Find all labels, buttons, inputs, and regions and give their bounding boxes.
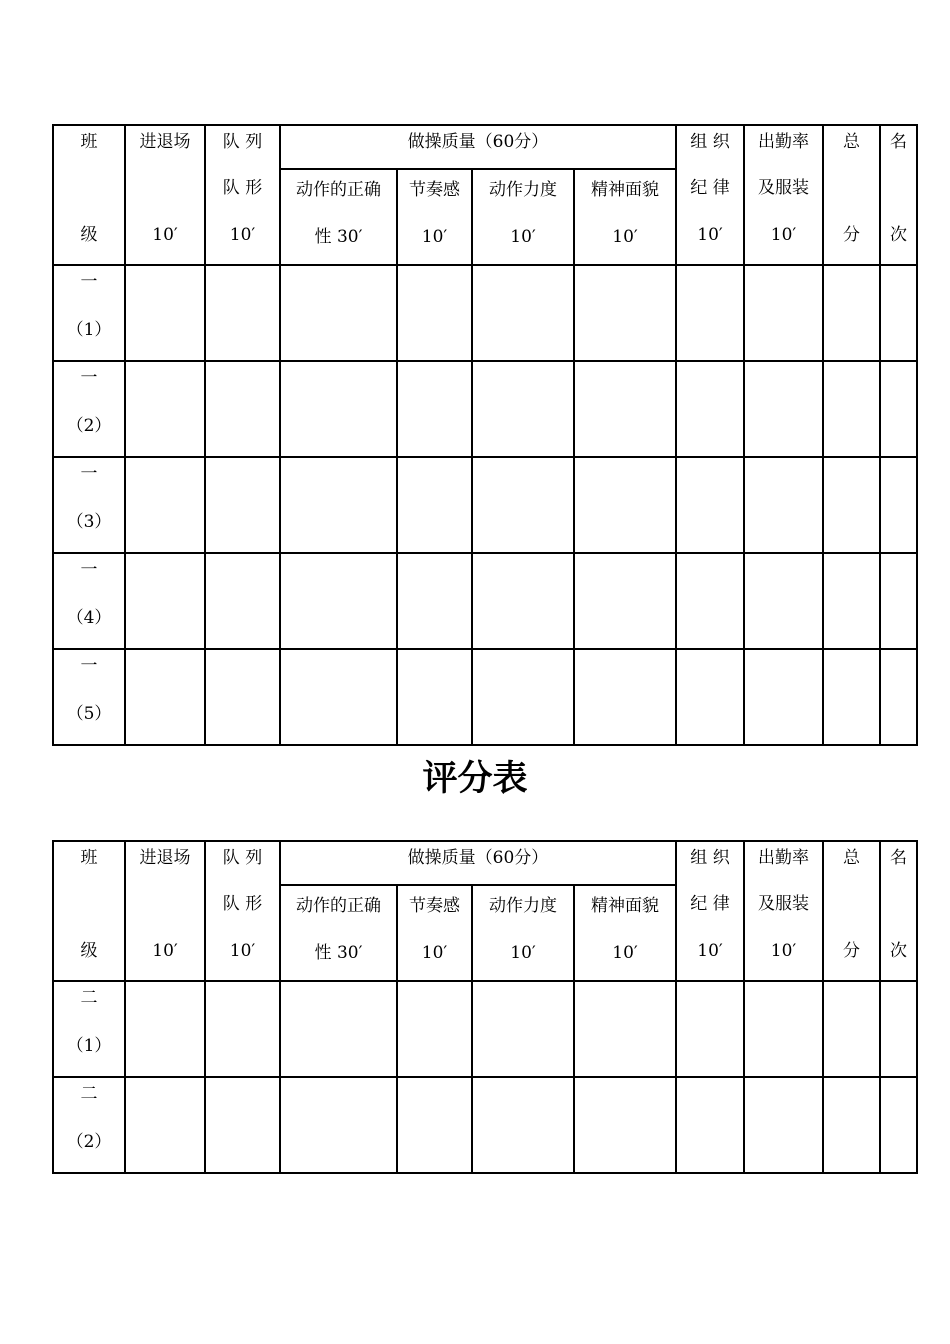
score-cell[interactable] — [205, 361, 280, 457]
table-row — [53, 265, 917, 361]
score-cell[interactable] — [744, 649, 823, 745]
score-cell[interactable] — [472, 1077, 574, 1173]
header-row-top — [53, 125, 917, 169]
score-cell[interactable] — [397, 981, 472, 1077]
score-cell[interactable] — [823, 361, 880, 457]
header-chuqin: 出勤率 及服装 10′ — [744, 841, 823, 981]
score-cell[interactable] — [744, 981, 823, 1077]
header-zuzhi: 组 织 纪 律 10′ — [676, 841, 744, 981]
score-cell[interactable] — [125, 361, 205, 457]
page-title: 评分表 — [422, 758, 528, 799]
score-cell[interactable] — [676, 1077, 744, 1173]
score-table-grade-1 — [52, 124, 918, 746]
score-cell[interactable] — [125, 1077, 205, 1173]
table-row — [53, 361, 917, 457]
header-jiezougan: 节奏感 10′ — [397, 169, 472, 265]
score-cell[interactable] — [125, 981, 205, 1077]
table-row — [53, 649, 917, 745]
header-zongfen: 总 分 — [823, 125, 880, 265]
score-cell[interactable] — [823, 457, 880, 553]
score-table-grade-2 — [52, 840, 918, 1174]
score-cell[interactable] — [823, 1077, 880, 1173]
score-cell[interactable] — [880, 265, 917, 361]
class-label: 一 （5） — [53, 649, 125, 745]
header-chuqin: 出勤率 及服装 10′ — [744, 125, 823, 265]
score-cell[interactable] — [823, 265, 880, 361]
score-cell[interactable] — [472, 361, 574, 457]
score-cell[interactable] — [744, 265, 823, 361]
score-cell[interactable] — [574, 649, 676, 745]
score-cell[interactable] — [574, 553, 676, 649]
header-dongzuo-lidu: 动作力度 10′ — [472, 885, 574, 981]
score-cell[interactable] — [880, 457, 917, 553]
score-cell[interactable] — [472, 981, 574, 1077]
score-cell[interactable] — [472, 553, 574, 649]
table-row — [53, 553, 917, 649]
header-row-top — [53, 841, 917, 885]
header-banji: 班 级 — [53, 841, 125, 981]
score-cell[interactable] — [125, 553, 205, 649]
score-cell[interactable] — [397, 1077, 472, 1173]
header-zuocao: 做操质量（60分） — [280, 841, 676, 885]
class-label: 一 （3） — [53, 457, 125, 553]
score-cell[interactable] — [280, 649, 397, 745]
score-cell[interactable] — [280, 1077, 397, 1173]
score-cell[interactable] — [676, 553, 744, 649]
score-cell[interactable] — [574, 1077, 676, 1173]
score-cell[interactable] — [676, 649, 744, 745]
score-cell[interactable] — [205, 553, 280, 649]
score-cell[interactable] — [125, 265, 205, 361]
score-cell[interactable] — [880, 649, 917, 745]
score-cell[interactable] — [472, 649, 574, 745]
score-cell[interactable] — [280, 457, 397, 553]
score-cell[interactable] — [280, 361, 397, 457]
header-jintuichang: 进退场 10′ — [125, 841, 205, 981]
score-cell[interactable] — [205, 457, 280, 553]
score-cell[interactable] — [397, 361, 472, 457]
header-dongzuo-zhengque: 动作的正确 性 30′ — [280, 885, 397, 981]
score-cell[interactable] — [574, 457, 676, 553]
header-duilie: 队 列 队 形 10′ — [205, 841, 280, 981]
score-cell[interactable] — [472, 457, 574, 553]
score-cell[interactable] — [823, 981, 880, 1077]
score-cell[interactable] — [744, 553, 823, 649]
score-cell[interactable] — [744, 1077, 823, 1173]
score-cell[interactable] — [880, 1077, 917, 1173]
score-cell[interactable] — [397, 265, 472, 361]
header-zongfen: 总 分 — [823, 841, 880, 981]
score-cell[interactable] — [125, 457, 205, 553]
header-dongzuo-zhengque: 动作的正确 性 30′ — [280, 169, 397, 265]
class-label: 二 （2） — [53, 1077, 125, 1173]
score-cell[interactable] — [676, 981, 744, 1077]
score-cell[interactable] — [823, 649, 880, 745]
table-row — [53, 1077, 917, 1173]
table-row — [53, 457, 917, 553]
score-cell[interactable] — [280, 981, 397, 1077]
score-cell[interactable] — [205, 265, 280, 361]
score-cell[interactable] — [472, 265, 574, 361]
score-cell[interactable] — [205, 1077, 280, 1173]
header-dongzuo-lidu: 动作力度 10′ — [472, 169, 574, 265]
score-cell[interactable] — [574, 361, 676, 457]
header-jintuichang: 进退场 10′ — [125, 125, 205, 265]
header-mingci: 名 次 — [880, 841, 917, 981]
header-zuzhi: 组 织 纪 律 10′ — [676, 125, 744, 265]
score-cell[interactable] — [676, 457, 744, 553]
score-cell[interactable] — [880, 553, 917, 649]
header-jingshen-mianmao: 精神面貌 10′ — [574, 169, 676, 265]
score-cell[interactable] — [205, 981, 280, 1077]
header-zuocao: 做操质量（60分） — [280, 125, 676, 169]
header-banji: 班 级 — [53, 125, 125, 265]
header-jingshen-mianmao: 精神面貌 10′ — [574, 885, 676, 981]
score-cell[interactable] — [744, 457, 823, 553]
score-cell[interactable] — [280, 265, 397, 361]
score-cell[interactable] — [744, 361, 823, 457]
score-cell[interactable] — [880, 361, 917, 457]
header-jiezougan: 节奏感 10′ — [397, 885, 472, 981]
score-cell[interactable] — [676, 265, 744, 361]
class-label: 二 （1） — [53, 981, 125, 1077]
class-label: 一 （4） — [53, 553, 125, 649]
header-duilie: 队 列 队 形 10′ — [205, 125, 280, 265]
score-cell[interactable] — [880, 981, 917, 1077]
score-cell[interactable] — [397, 553, 472, 649]
score-cell[interactable] — [574, 265, 676, 361]
table-row — [53, 981, 917, 1077]
score-cell[interactable] — [125, 649, 205, 745]
score-cell[interactable] — [205, 649, 280, 745]
header-mingci: 名 次 — [880, 125, 917, 265]
score-cell[interactable] — [397, 649, 472, 745]
class-label: 一 （2） — [53, 361, 125, 457]
score-cell[interactable] — [574, 981, 676, 1077]
score-cell[interactable] — [676, 361, 744, 457]
class-label: 一 （1） — [53, 265, 125, 361]
score-cell[interactable] — [280, 553, 397, 649]
score-cell[interactable] — [823, 553, 880, 649]
score-cell[interactable] — [397, 457, 472, 553]
